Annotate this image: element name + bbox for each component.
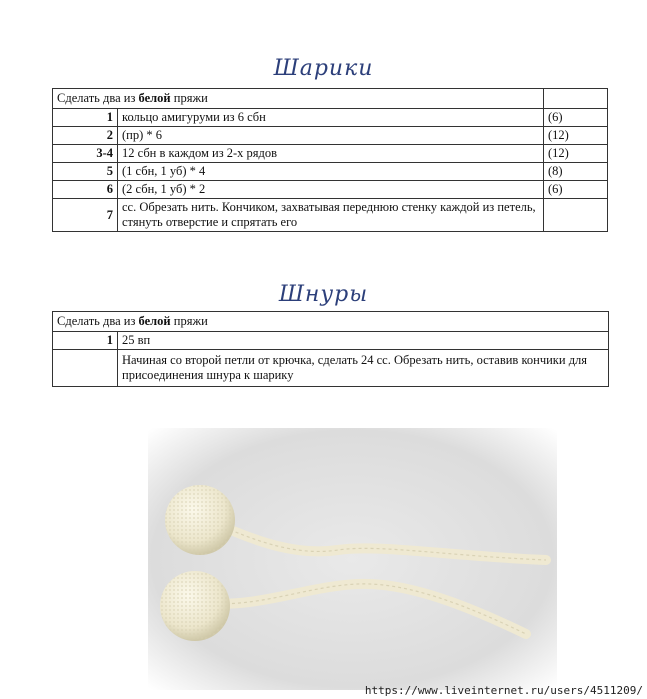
- row-number: 5: [53, 163, 118, 181]
- row-stitch-count: (12): [544, 145, 608, 163]
- balls-intro: Сделать два из белой пряжи: [53, 89, 544, 109]
- row-instruction: Начиная со второй петли от крючка, сделать 24 сс. Обрезать нить, оставив кончики для присоединения шнура к шарику: [118, 350, 609, 387]
- table-row: [53, 163, 608, 181]
- row-stitch-count: (6): [544, 181, 608, 199]
- table-row: [53, 89, 608, 109]
- table-row: [53, 312, 609, 332]
- cords-intro: Сделать два из белой пряжи: [53, 312, 609, 332]
- cords-pattern-table: [52, 311, 609, 387]
- row-number: 6: [53, 181, 118, 199]
- row-instruction: (2 сбн, 1 уб) * 2: [118, 181, 544, 199]
- row-number: 2: [53, 127, 118, 145]
- row-stitch-count: (8): [544, 163, 608, 181]
- row-instruction: (1 сбн, 1 уб) * 4: [118, 163, 544, 181]
- table-row: [53, 199, 608, 232]
- table-row: [53, 145, 608, 163]
- row-instruction: кольцо амигуруми из 6 сбн: [118, 109, 544, 127]
- product-photo: [148, 428, 557, 690]
- row-number: 3-4: [53, 145, 118, 163]
- source-url: https://www.liveinternet.ru/users/4511209/: [364, 684, 643, 697]
- table-row: [53, 350, 609, 387]
- row-number: 1: [53, 109, 118, 127]
- row-instruction: 25 вп: [118, 332, 609, 350]
- row-stitch-count: (6): [544, 109, 608, 127]
- cords-title: Шнуры: [278, 282, 369, 307]
- row-instruction: (пр) * 6: [118, 127, 544, 145]
- table-row: [53, 127, 608, 145]
- balls-pattern-table: [52, 88, 608, 232]
- row-stitch-count: [544, 199, 608, 232]
- row-instruction: 12 сбн в каждом из 2-х рядов: [118, 145, 544, 163]
- row-number: 7: [53, 199, 118, 232]
- row-instruction: сс. Обрезать нить. Кончиком, захватывая переднюю стенку каждой из петель, стянуть отверстие и спрятать его: [118, 199, 544, 232]
- row-number: [53, 350, 118, 387]
- table-row: [53, 181, 608, 199]
- table-row: [53, 109, 608, 127]
- balls-title: Шарики: [273, 56, 374, 81]
- row-number: 1: [53, 332, 118, 350]
- row-stitch-count: (12): [544, 127, 608, 145]
- table-row: [53, 332, 609, 350]
